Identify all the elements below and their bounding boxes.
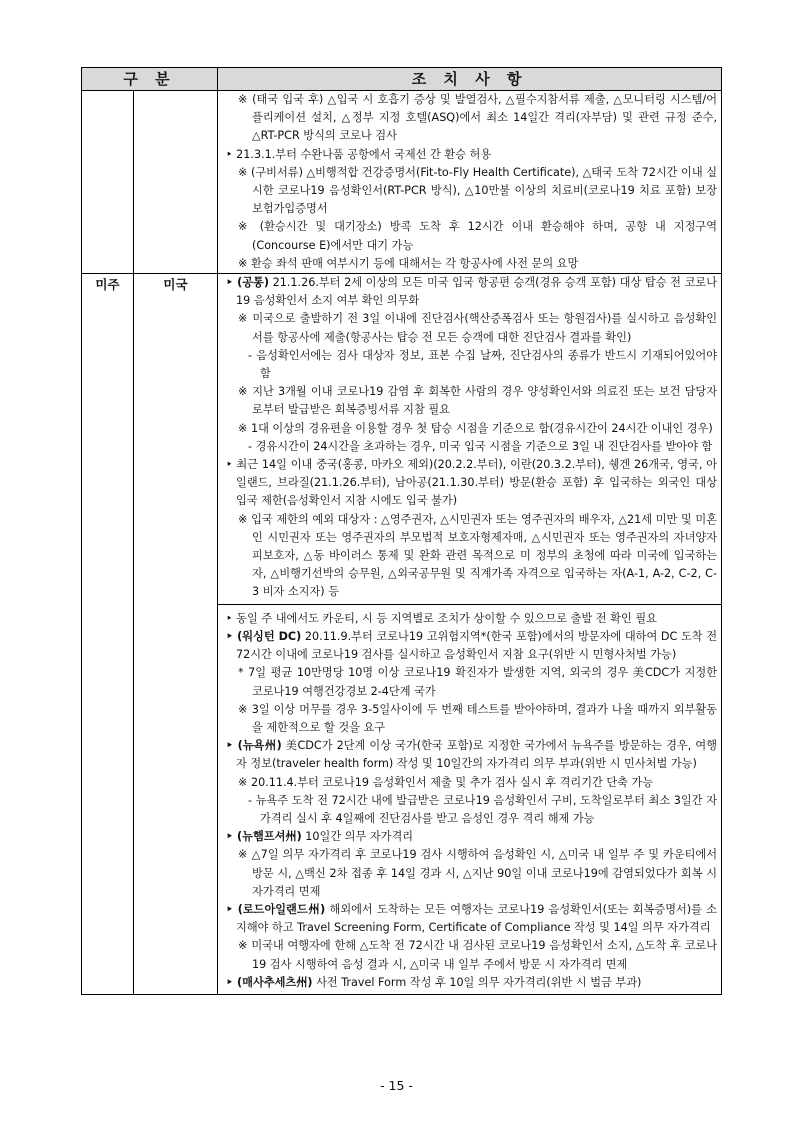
measure-item [226, 664, 717, 700]
measure-item [226, 628, 717, 664]
measure-item [226, 146, 717, 164]
measure-item [226, 218, 717, 254]
region-cell: 미주 [82, 274, 134, 995]
usa-state-measures-cell [218, 604, 722, 994]
measure-item [226, 420, 717, 438]
measures-table [81, 67, 722, 995]
measure-item [226, 164, 717, 219]
measure-item [226, 828, 717, 846]
measure-text: 사전 Travel Form 작성 후 10일 의무 자가격리(위반 시 벌금 부과) [312, 975, 642, 989]
page-number: - 15 - [380, 1078, 413, 1093]
measure-keyword: ‣ (로드아일랜드州) [226, 902, 326, 916]
measure-text: 10일간 의무 자가격리 [301, 830, 414, 844]
measure-text: ※ 3일 이상 머무를 경우 3-5일사이에 두 번째 테스트를 받아야하며, 결과가 나올 때까지 외부활동을 제한적으로 할 것을 요구 [238, 702, 718, 734]
measure-keyword: ‣ (워싱턴 DC) [226, 629, 302, 643]
measure-text: ※ △7일 의무 자가격리 후 코로나19 검사 시행하여 음성확인 시, △미국 내 일부 주 및 카운티에서 방문 시, △백신 2차 접종 후 14일 경과 시, △지난 90일 이내 코로나19에 감염되었다가 회복 시 자가격리 면제 [238, 848, 718, 898]
measure-text: ‣ 21.3.1.부터 수완나품 공항에서 국제선 간 환승 허용 [226, 147, 492, 161]
measure-text: 20.11.9.부터 코로나19 고위험지역*(한국 포함)에서의 방문자에 대하여 DC 도착 전 72시간 이내에 코로나19 검사를 실시하고 음성확인서 지참 요구(위반 시 민형사처벌 가능) [236, 629, 718, 662]
measure-text: ※ 1대 이상의 경유편을 이용할 경우 첫 탑승 시점을 기준으로 함(경유시간이 24시간 이내인 경우) [238, 421, 713, 435]
measure-text: ‣ 동일 주 내에서도 카운티, 시 등 지역별로 조치가 상이할 수 있으므로 출발 전 확인 필요 [226, 611, 657, 625]
measure-text: 해외에서 도착하는 모든 여행자는 코로나19 음성확인서(또는 회복증명서)를 소지해야 하고 Travel Screening Form, Certificate of Compliance 작성 및 14일 의무 자가격리 [236, 902, 718, 935]
measure-text: - 음성확인서에는 검사 대상자 정보, 표본 수집 날짜, 진단검사의 종류가 반드시 기재되어있어야 함 [248, 348, 718, 381]
measure-item [226, 438, 717, 456]
measure-text: ※ 20.11.4.부터 코로나19 음성확인서 제출 및 추가 검사 실시 후 격리기간 단축 가능 [238, 775, 654, 789]
measure-text: ※ 미국으로 출발하기 전 3일 이내에 진단검사(핵산증폭검사 또는 항원검사)를 실시하고 음성확인서를 항공사에 제출(항공사는 탑승 전 모든 승객에 대한 진단검사 결과를 확인) [238, 312, 718, 344]
usa-federal-measures-cell [218, 274, 722, 605]
measure-text: ※ (환승시간 및 대기장소) 방콕 도착 후 12시간 이내 환승해야 하며, 공항 내 지정구역(Concourse E)에서만 대기 가능 [238, 220, 718, 252]
measure-item [226, 310, 717, 346]
measure-item [226, 610, 717, 628]
measure-text: ‣ 최근 14일 이내 중국(홍콩, 마카오 제외)(20.2.2.부터), 이란(20.3.2.부터), 쉥겐 26개국, 영국, 아일랜드, 브라질(21.1.26.부터), 남아공(21.1.30.부터) 방문(환승 포함) 후 입국하는 외국인 대상 입국 제한(음성확인서 지참 시에도 입국 불가) [226, 458, 718, 508]
measure-item [226, 974, 717, 992]
measure-text: ※ 입국 제한의 예외 대상자 : △영주권자, △시민권자 또는 영주권자의 배우자, △21세 미만 및 미혼인 시민권자 또는 영주권자의 부모법적 보호자형제자매, △시민권자 또는 영주권자의 자녀양자피보호자, △동 바이러스 통제 및 완화 관련 목적으로 미 정부의 초청에 따라 미국에 입국하는 자, △비행기선박의 승무원, △외국공무원 및 직계가족 자격으로 입국하는 자(A-1, A-2, C-2, C-3 비자 소지자) 등 [238, 512, 718, 599]
country-cell: 미국 [134, 274, 218, 995]
measure-item [226, 774, 717, 792]
measure-text: ※ 지난 3개월 이내 코로나19 감염 후 회복한 사람의 경우 양성확인서와 의료진 또는 보건 담당자로부터 발급받은 회복증빙서류 지참 필요 [238, 385, 718, 417]
measure-text: 21.1.26.부터 2세 이상의 모든 미국 입국 항공편 승객(경유 승객 포함) 대상 탑승 전 코로나19 음성확인서 소지 여부 확인 의무화 [236, 276, 718, 308]
measure-text: ※ 미국내 여행자에 한해 △도착 전 72시간 내 검사된 코로나19 음성확인서 소지, △도착 후 코로나19 검사 시행하여 음성 결과 시, △미국 내 일부 주에서 방문 시 자가격리 면제 [238, 939, 718, 971]
measure-text: - 경유시간이 24시간을 초과하는 경우, 미국 입국 시점을 기준으로 3일 내 진단검사를 받아야 함 [248, 439, 713, 453]
header-category: 구 분 [82, 68, 218, 91]
measure-item [226, 846, 717, 901]
region-cell-top [82, 91, 134, 274]
header-measures: 조 치 사 항 [218, 68, 722, 91]
table-header-row [82, 68, 722, 91]
table-row [82, 91, 722, 274]
measure-keyword: ‣ (공통) [226, 276, 269, 290]
measure-text: * 7일 평균 10만명당 10명 이상 코로나19 확진자가 발생한 지역, 외국의 경우 美CDC가 지정한 코로나19 여행건강경보 2-4단계 국가 [238, 666, 718, 698]
measure-keyword: ‣ (매사추세츠州) [226, 975, 313, 989]
measure-item [226, 792, 717, 828]
measure-item [226, 937, 717, 973]
measure-item [226, 347, 717, 383]
measure-text: 美CDC가 2단계 이상 국가(한국 포함)로 지정한 국가에서 뉴욕주를 방문하는 경우, 여행자 정보(traveler health form) 작성 및 10일간의 자가격리 의무 부과(위반 시 민사처벌 가능) [236, 739, 718, 771]
measure-keyword: ‣ (뉴햄프셔州) [226, 830, 302, 844]
measure-item [226, 737, 717, 773]
measure-text: - 뉴욕주 도착 전 72시간 내에 발급받은 코로나19 음성확인서 구비, 도착일로부터 최소 3일간 자가격리 실시 후 4일째에 진단검사를 받고 음성인 경우 격리 해제 가능 [248, 793, 718, 825]
country-cell-top [134, 91, 218, 274]
table-row [82, 274, 722, 605]
measure-item [226, 701, 717, 737]
measure-item [226, 91, 717, 146]
measure-text: ※ 환승 좌석 판매 여부시기 등에 대해서는 각 항공사에 사전 문의 요망 [238, 256, 579, 270]
measure-item [226, 901, 717, 937]
measure-text: ※ (구비서류) △비행적합 건강증명서(Fit-to-Fly Health Certificate), △태국 도착 72시간 이내 실시한 코로나19 음성확인서(RT-PCR 방식), △10만불 이상의 치료비(코로나19 치료 포함) 보장 보험가입증명서 [238, 165, 718, 216]
thailand-measures-cell [218, 91, 722, 274]
measure-item [226, 274, 717, 310]
measure-item [226, 511, 717, 602]
measure-keyword: ‣ (뉴욕州) [226, 739, 282, 753]
measure-item [226, 383, 717, 419]
measure-item [226, 456, 717, 511]
measure-item [226, 255, 717, 273]
measure-text: ※ (태국 입국 후) △입국 시 호흡기 증상 및 발열검사, △필수지참서류 제출, △모니터링 시스템/어플리케이션 설치, △정부 지정 호텔(ASQ)에서 최소 14일간 격리(자부담) 및 관련 규정 준수, △RT-PCR 방식의 코로나 검사 [238, 93, 718, 143]
